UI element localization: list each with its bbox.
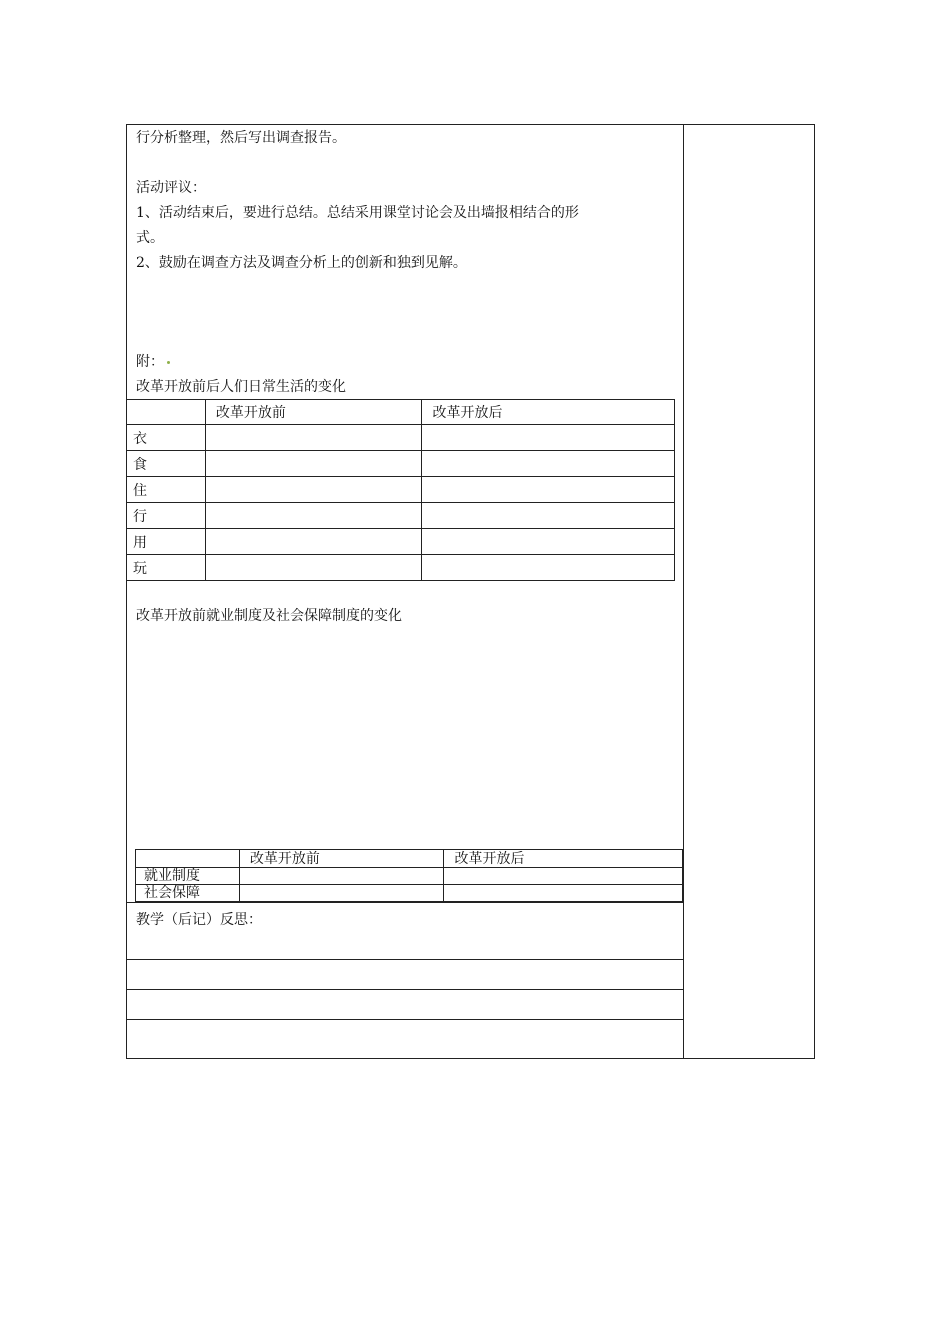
row-label: 社会保障 xyxy=(136,885,240,902)
reflection-heading: 教学（后记）反思： xyxy=(136,912,262,928)
daily-life-table xyxy=(126,399,675,581)
table-row xyxy=(136,885,683,902)
row-label: 玩 xyxy=(127,555,206,581)
cell xyxy=(422,425,675,451)
table1-title: 改革开放前后人们日常生活的变化 xyxy=(136,379,346,395)
table-row xyxy=(127,477,675,503)
cell xyxy=(239,868,444,885)
cell xyxy=(239,885,444,902)
reflection-line xyxy=(126,959,683,960)
header-cell: 改革开放前 xyxy=(205,400,422,425)
cell xyxy=(444,885,683,902)
activity-review-heading: 活动评议： xyxy=(136,180,206,196)
review-item-1: 1、活动结束后，要进行总结。总结采用课堂讨论会及出墙报相结合的形 xyxy=(136,205,579,221)
text-line-1: 行分析整理，然后写出调查报告。 xyxy=(136,130,346,146)
cell xyxy=(422,477,675,503)
side-column-divider xyxy=(683,124,684,1059)
header-cell xyxy=(136,850,240,868)
row-label: 用 xyxy=(127,529,206,555)
header-cell: 改革开放后 xyxy=(444,850,683,868)
reflection-line xyxy=(126,1019,683,1020)
appendix-label: 附： xyxy=(136,352,170,372)
header-cell: 改革开放后 xyxy=(422,400,675,425)
reflection-line xyxy=(126,989,683,990)
cell xyxy=(444,868,683,885)
cell xyxy=(205,477,422,503)
cell xyxy=(205,529,422,555)
row-label: 行 xyxy=(127,503,206,529)
header-cell xyxy=(127,400,206,425)
table-row xyxy=(127,529,675,555)
table-row xyxy=(127,425,675,451)
cell xyxy=(422,451,675,477)
employment-security-table xyxy=(135,849,683,902)
row-label: 就业制度 xyxy=(136,868,240,885)
row-label: 食 xyxy=(127,451,206,477)
review-item-2: 2、鼓励在调查方法及调查分析上的创新和独到见解。 xyxy=(136,255,467,271)
table-header-row xyxy=(127,400,675,425)
table-row xyxy=(127,451,675,477)
cell xyxy=(422,529,675,555)
cell xyxy=(422,503,675,529)
table-row xyxy=(127,555,675,581)
table-row xyxy=(127,503,675,529)
table2-title: 改革开放前就业制度及社会保障制度的变化 xyxy=(136,608,402,624)
mark-dot xyxy=(167,361,170,364)
cell xyxy=(205,425,422,451)
header-cell: 改革开放前 xyxy=(239,850,444,868)
row-label: 衣 xyxy=(127,425,206,451)
cell xyxy=(205,503,422,529)
review-item-1-cont: 式。 xyxy=(136,230,164,246)
cell xyxy=(422,555,675,581)
table-header-row xyxy=(136,850,683,868)
cell xyxy=(205,555,422,581)
table-row xyxy=(136,868,683,885)
cell xyxy=(205,451,422,477)
section-divider xyxy=(126,902,683,903)
row-label: 住 xyxy=(127,477,206,503)
